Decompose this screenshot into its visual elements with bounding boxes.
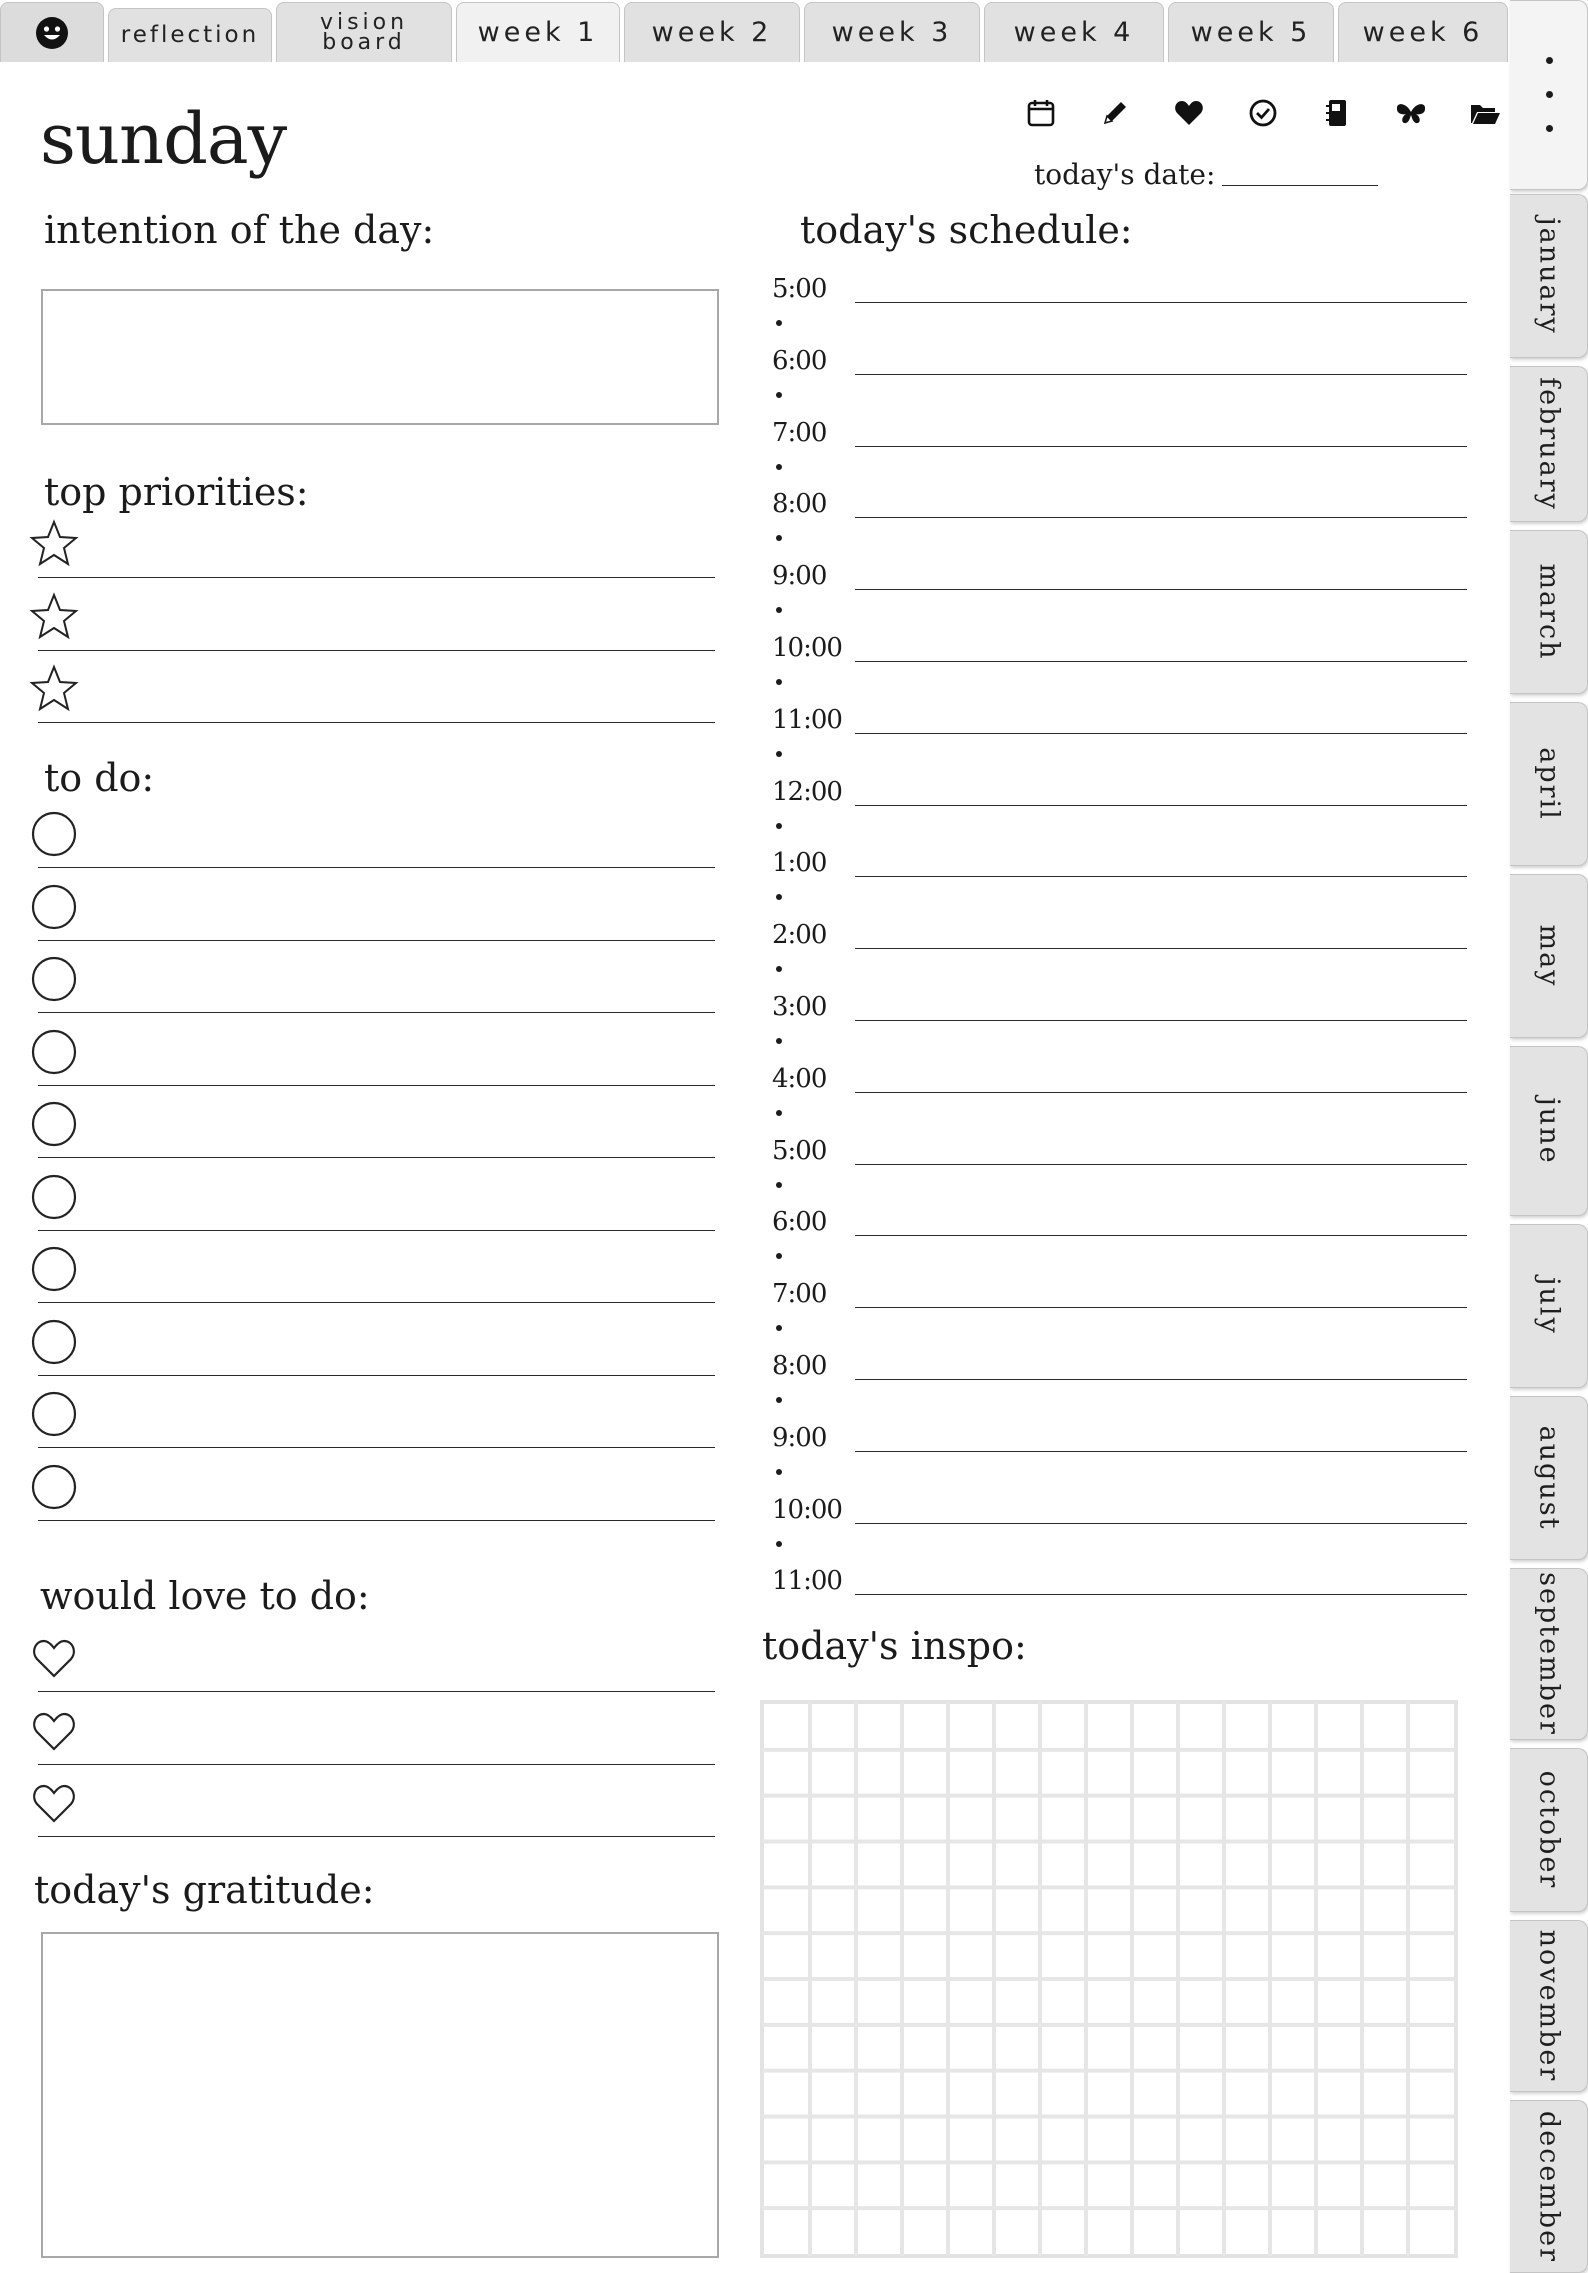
smiley-icon [35, 16, 69, 50]
page-title: sunday [40, 98, 287, 180]
tab-july-label: july [1533, 1277, 1564, 1335]
folder-icon[interactable] [1468, 96, 1502, 130]
half-hour-dot [776, 607, 782, 613]
would-love-line[interactable] [38, 1691, 715, 1692]
schedule-time: 6:00 [772, 345, 827, 376]
gratitude-box[interactable] [41, 1932, 719, 2258]
more-menu-button[interactable] [1510, 0, 1588, 190]
would-love-line[interactable] [38, 1764, 715, 1765]
intention-heading: intention of the day: [44, 208, 435, 252]
inspo-heading: today's inspo: [762, 1624, 1027, 1668]
schedule-time: 5:00 [772, 1135, 827, 1166]
todo-line[interactable] [38, 940, 715, 941]
todo-line[interactable] [38, 1375, 715, 1376]
more-dots-icon [1510, 51, 1588, 141]
date-label: today's date: [1034, 158, 1216, 191]
tab-june-label: june [1533, 1097, 1564, 1165]
tab-june[interactable] [1510, 1046, 1588, 1216]
tab-august-label: august [1533, 1425, 1564, 1531]
todo-line[interactable] [38, 1302, 715, 1303]
tab-may[interactable] [1510, 874, 1588, 1038]
schedule-line[interactable] [855, 1307, 1467, 1308]
tab-july[interactable] [1510, 1224, 1588, 1388]
checkbox-circle-icon[interactable] [28, 953, 80, 1005]
checkbox-circle-icon[interactable] [28, 808, 80, 860]
inspo-grid[interactable] [760, 1700, 1458, 2258]
half-hour-dot [776, 1253, 782, 1259]
schedule-line[interactable] [855, 446, 1467, 447]
would-love-line[interactable] [38, 1836, 715, 1837]
half-hour-dot [776, 392, 782, 398]
schedule-line[interactable] [855, 805, 1467, 806]
top-tab-bar [0, 0, 1510, 64]
toolbar [1024, 96, 1490, 130]
tab-week-5[interactable] [1168, 2, 1334, 62]
schedule-line[interactable] [855, 1020, 1467, 1021]
schedule-line[interactable] [855, 1164, 1467, 1165]
half-hour-dot [776, 1038, 782, 1044]
tab-december[interactable] [1510, 2100, 1588, 2273]
schedule-line[interactable] [855, 1092, 1467, 1093]
schedule-line[interactable] [855, 1523, 1467, 1524]
tab-november-label: november [1533, 1929, 1564, 2083]
schedule-time: 7:00 [772, 1279, 827, 1310]
tab-home[interactable] [0, 2, 104, 62]
tab-week-6[interactable] [1338, 2, 1508, 62]
schedule-time: 3:00 [772, 992, 827, 1022]
tab-december-label: december [1533, 2110, 1564, 2263]
schedule-line[interactable] [855, 517, 1467, 518]
priority-line[interactable] [38, 722, 715, 723]
schedule-line[interactable] [855, 661, 1467, 662]
priority-line[interactable] [38, 577, 715, 578]
tab-april[interactable] [1510, 702, 1588, 866]
schedule-time: 10:00 [772, 633, 842, 663]
checkbox-circle-icon[interactable] [28, 1026, 80, 1078]
tab-week-6-label: week 6 [1362, 17, 1484, 48]
schedule-line[interactable] [855, 1451, 1467, 1452]
pencil-icon[interactable] [1098, 96, 1132, 130]
tab-week-2-label: week 2 [651, 17, 773, 48]
tab-week-3-label: week 3 [831, 17, 953, 48]
half-hour-dot [776, 1182, 782, 1188]
intention-box[interactable] [41, 289, 719, 425]
checkbox-circle-icon[interactable] [28, 1171, 80, 1223]
tab-october-label: october [1533, 1770, 1564, 1890]
schedule-time: 6:00 [772, 1207, 827, 1238]
notebook-icon[interactable] [1320, 96, 1354, 130]
priorities-heading: top priorities: [44, 470, 309, 514]
tab-may-label: may [1533, 924, 1564, 988]
todo-line[interactable] [38, 1012, 715, 1013]
todo-line[interactable] [38, 1085, 715, 1086]
schedule-line[interactable] [855, 733, 1467, 734]
heart-outline-icon[interactable] [28, 1705, 80, 1757]
half-hour-dot [776, 1469, 782, 1475]
half-hour-dot [776, 535, 782, 541]
todo-line[interactable] [38, 1157, 715, 1158]
half-hour-dot [776, 1541, 782, 1547]
tab-week-4[interactable] [984, 2, 1164, 62]
tab-vision-board[interactable] [276, 2, 452, 62]
half-hour-dot [776, 823, 782, 829]
todo-line[interactable] [38, 1230, 715, 1231]
priority-line[interactable] [38, 650, 715, 651]
schedule-time: 12:00 [772, 776, 842, 807]
tab-october[interactable] [1510, 1748, 1588, 1912]
schedule-time: 11:00 [772, 704, 842, 735]
schedule-line[interactable] [855, 302, 1467, 303]
tab-april-label: april [1533, 747, 1564, 821]
heart-icon[interactable] [1172, 96, 1206, 130]
tab-september-label: september [1533, 1572, 1564, 1736]
tab-march-label: march [1533, 563, 1564, 661]
schedule-time: 8:00 [772, 489, 827, 520]
schedule-line[interactable] [855, 1594, 1467, 1595]
checkbox-circle-icon[interactable] [28, 1243, 80, 1295]
schedule-heading: today's schedule: [800, 208, 1133, 252]
tab-february-label: february [1533, 377, 1564, 511]
schedule-time: 10:00 [772, 1494, 842, 1525]
schedule-line[interactable] [855, 948, 1467, 949]
tab-february[interactable] [1510, 366, 1588, 522]
star-icon[interactable] [28, 518, 80, 570]
half-hour-dot [776, 1397, 782, 1403]
checkbox-circle-icon[interactable] [28, 1316, 80, 1368]
tab-vision-label-bottom: board [322, 29, 406, 55]
todo-line[interactable] [38, 867, 715, 868]
tab-week-1[interactable] [456, 2, 620, 62]
tab-september[interactable] [1510, 1568, 1588, 1740]
half-hour-dot [776, 320, 782, 326]
half-hour-dot [776, 1325, 782, 1331]
half-hour-dot [776, 1110, 782, 1116]
month-tab-bar [1510, 0, 1588, 2273]
tab-week-1-label: week 1 [477, 17, 599, 48]
date-input[interactable] [1222, 185, 1378, 186]
todo-heading: to do: [44, 756, 155, 800]
schedule-time: 4:00 [772, 1063, 827, 1094]
schedule-time: 9:00 [772, 561, 827, 592]
heart-outline-icon[interactable] [28, 1632, 80, 1684]
tab-week-2[interactable] [624, 2, 800, 62]
schedule-time: 9:00 [772, 1422, 827, 1453]
tab-week-5-label: week 5 [1190, 17, 1312, 48]
schedule-line[interactable] [855, 374, 1467, 375]
star-icon[interactable] [28, 591, 80, 643]
tab-week-3[interactable] [804, 2, 980, 62]
schedule-time: 8:00 [772, 1351, 827, 1381]
half-hour-dot [776, 679, 782, 685]
schedule-time: 2:00 [772, 920, 827, 951]
schedule-line[interactable] [855, 876, 1467, 877]
tab-march[interactable] [1510, 530, 1588, 694]
tab-week-4-label: week 4 [1013, 17, 1135, 48]
butterfly-icon[interactable] [1394, 96, 1428, 130]
tab-vision-label-top: vision [319, 9, 409, 35]
tab-january-label: january [1533, 217, 1564, 335]
star-icon[interactable] [28, 663, 80, 715]
tab-august[interactable] [1510, 1396, 1588, 1560]
half-hour-dot [776, 894, 782, 900]
checkbox-circle-icon[interactable] [28, 881, 80, 933]
heart-outline-icon[interactable] [28, 1777, 80, 1829]
tab-november[interactable] [1510, 1920, 1588, 2092]
schedule-time: 5:00 [772, 274, 827, 304]
half-hour-dot [776, 751, 782, 757]
schedule-line[interactable] [855, 589, 1467, 590]
schedule-time: 1:00 [772, 848, 827, 879]
schedule-line[interactable] [855, 1379, 1467, 1380]
gratitude-heading: today's gratitude: [34, 1868, 375, 1912]
tab-reflection-label: reflection [120, 22, 260, 48]
calendar-icon[interactable] [1024, 96, 1058, 130]
half-hour-dot [776, 464, 782, 470]
schedule-time: 11:00 [772, 1566, 842, 1597]
checkbox-circle-icon[interactable] [28, 1461, 80, 1513]
checkbox-circle-icon[interactable] [28, 1098, 80, 1150]
half-hour-dot [776, 966, 782, 972]
would-love-heading: would love to do: [40, 1574, 370, 1618]
schedule-line[interactable] [855, 1235, 1467, 1236]
tab-reflection[interactable] [108, 8, 272, 62]
todo-line[interactable] [38, 1447, 715, 1448]
todo-line[interactable] [38, 1520, 715, 1521]
check-circle-icon[interactable] [1246, 96, 1280, 130]
tab-january[interactable] [1510, 194, 1588, 358]
checkbox-circle-icon[interactable] [28, 1388, 80, 1440]
schedule-time: 7:00 [772, 417, 827, 448]
